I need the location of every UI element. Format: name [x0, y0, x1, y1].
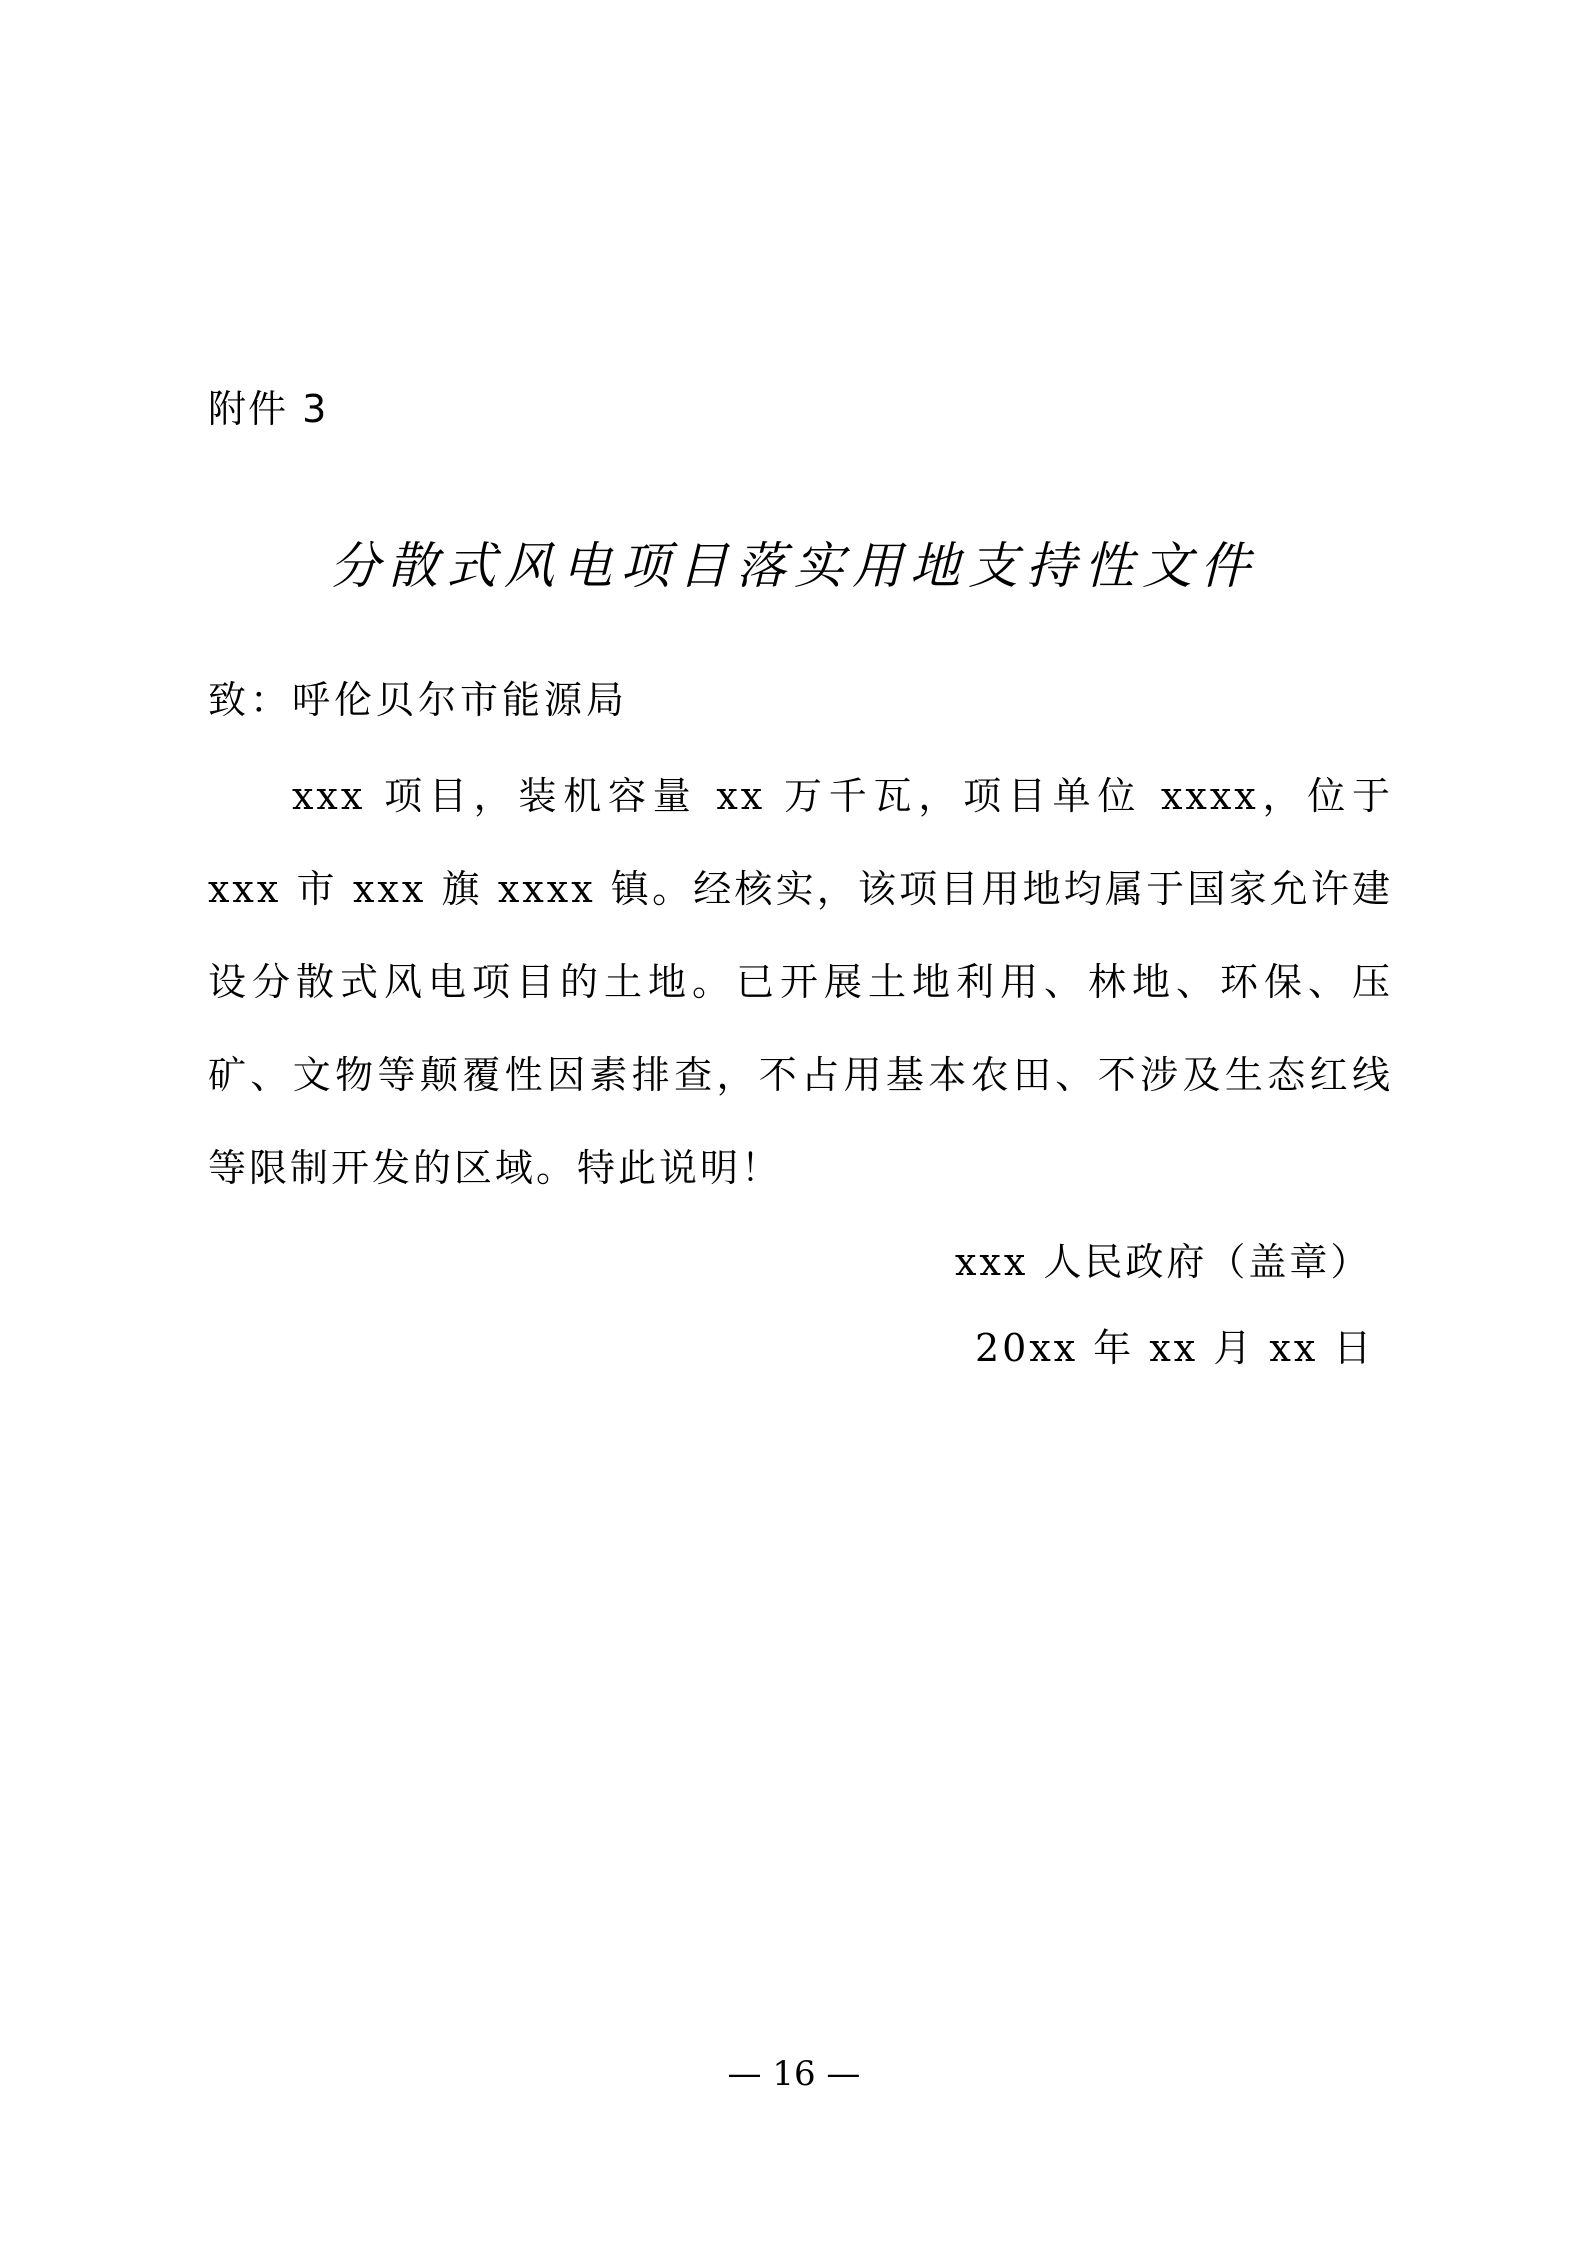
- signature-date: 20xx 年 xx 月 xx 日: [975, 1326, 1375, 1370]
- body-paragraph: xxx 项目，装机容量 xx 万千瓦，项目单位 xxxx，位于 xxx 市 xxx 旗 xxxx 镇。经核实，该项目用地均属于国家允许建设分散式风电项目的土地。已开展土地利用、林地、环保、压矿、文物等颠覆性因素排查，不占用基本农田、不涉及生态红线等限制开发的区域。特此说明！: [208, 774, 1393, 1190]
- attachment-label: 附件 3: [208, 387, 329, 431]
- document-title: 分散式风电项目落实用地支持性文件: [330, 537, 1258, 595]
- page-number: — 16 —: [727, 2054, 861, 2094]
- recipient-line: 致：呼伦贝尔市能源局: [208, 678, 629, 722]
- signature-issuer: xxx 人民政府（盖章）: [955, 1240, 1372, 1284]
